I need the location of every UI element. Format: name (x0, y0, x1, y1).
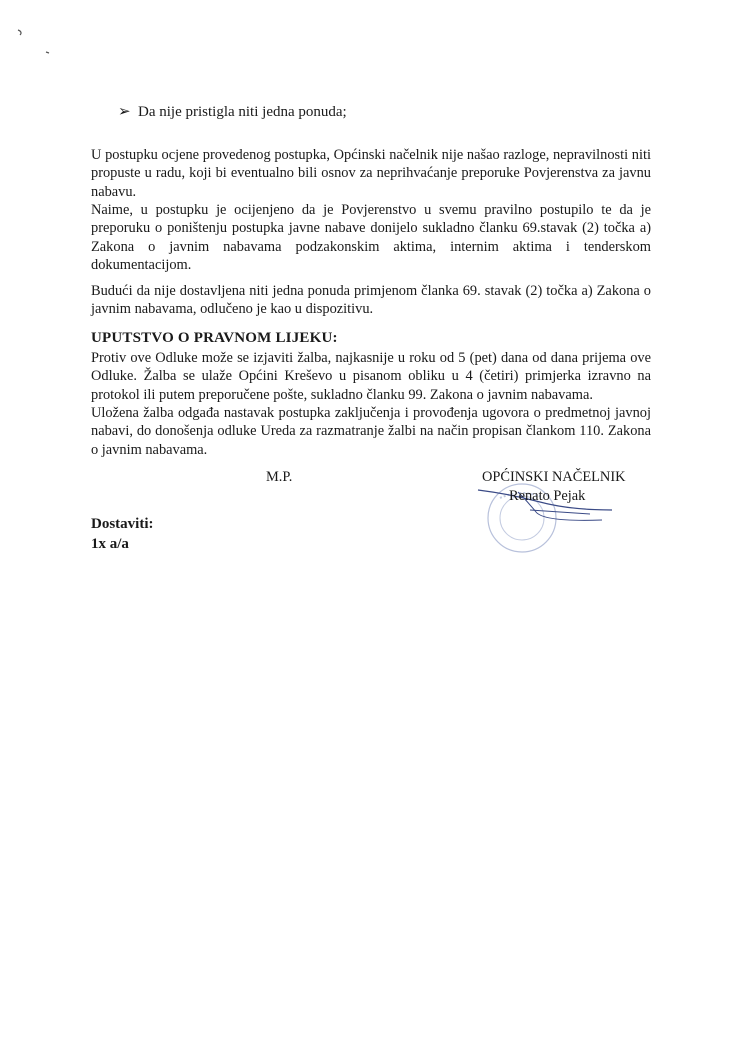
legal-remedy-paragraph-appeal: Protiv ove Odluke može se izjaviti žalba, najkasnije u roku od 5 (pet) dana od dana prijema ove Odluke. Žalba se ulaže Općini Kreševo u pisanom obliku u 4 (četiri) primjerka izravno na protokol ili putem preporučene pošte, sukladno članku 99. Zakona o javnim nabavama. (91, 350, 651, 403)
bullet-text: Da nije pristigla niti jedna ponuda; (138, 104, 347, 120)
stamp-place-label: M.P. (266, 469, 293, 485)
paragraph-commission: Naime, u postupku je ocijenjeno da je Povjerenstvo u svemu pravilno postupilo te da je preporuku o poništenju postupka javne nabave donijelo sukladno članku 69.stavak (2) točka a) Zakona o javnim nabavama podzakonskim aktima, internim aktima i tenderskom dokumentacijom. (91, 202, 651, 274)
paragraph-evaluation: U postupku ocjene provedenog postupka, Općinski načelnik nije našao razloge, nepravilnosti niti propuste u radu, koji bi eventualno bili osnov za neprihvaćanje preporuke Povjerenstva za javnu nabavu. (91, 147, 651, 200)
signer-title: OPĆINSKI NAČELNIK (482, 469, 626, 485)
arrow-bullet-icon: ➢ (118, 104, 131, 120)
scan-mark-icon (14, 22, 54, 58)
delivery-recipient: 1x a/a (91, 536, 129, 552)
legal-remedy-paragraph-effect: Uložena žalba odgađa nastavak postupka zaključenja i provođenja ugovora o predmetnoj javnoj nabavi, do donošenja odluke Ureda za razmatranje žalbi na način propisan člankom 110. Zakona o javnim nabavama. (91, 405, 651, 458)
legal-remedy-heading: UPUTSTVO O PRAVNOM LIJEKU: (91, 330, 338, 346)
delivery-heading: Dostaviti: (91, 516, 154, 532)
bullet-item (118, 102, 347, 122)
paragraph-decision: Budući da nije dostavljena niti jedna ponuda primjenom članka 69. stavak (2) točka a) Zakona o javnim nabavama, odlučeno je kao u dispozitivu. (91, 283, 651, 318)
signer-name: Renato Pejak (509, 488, 586, 504)
